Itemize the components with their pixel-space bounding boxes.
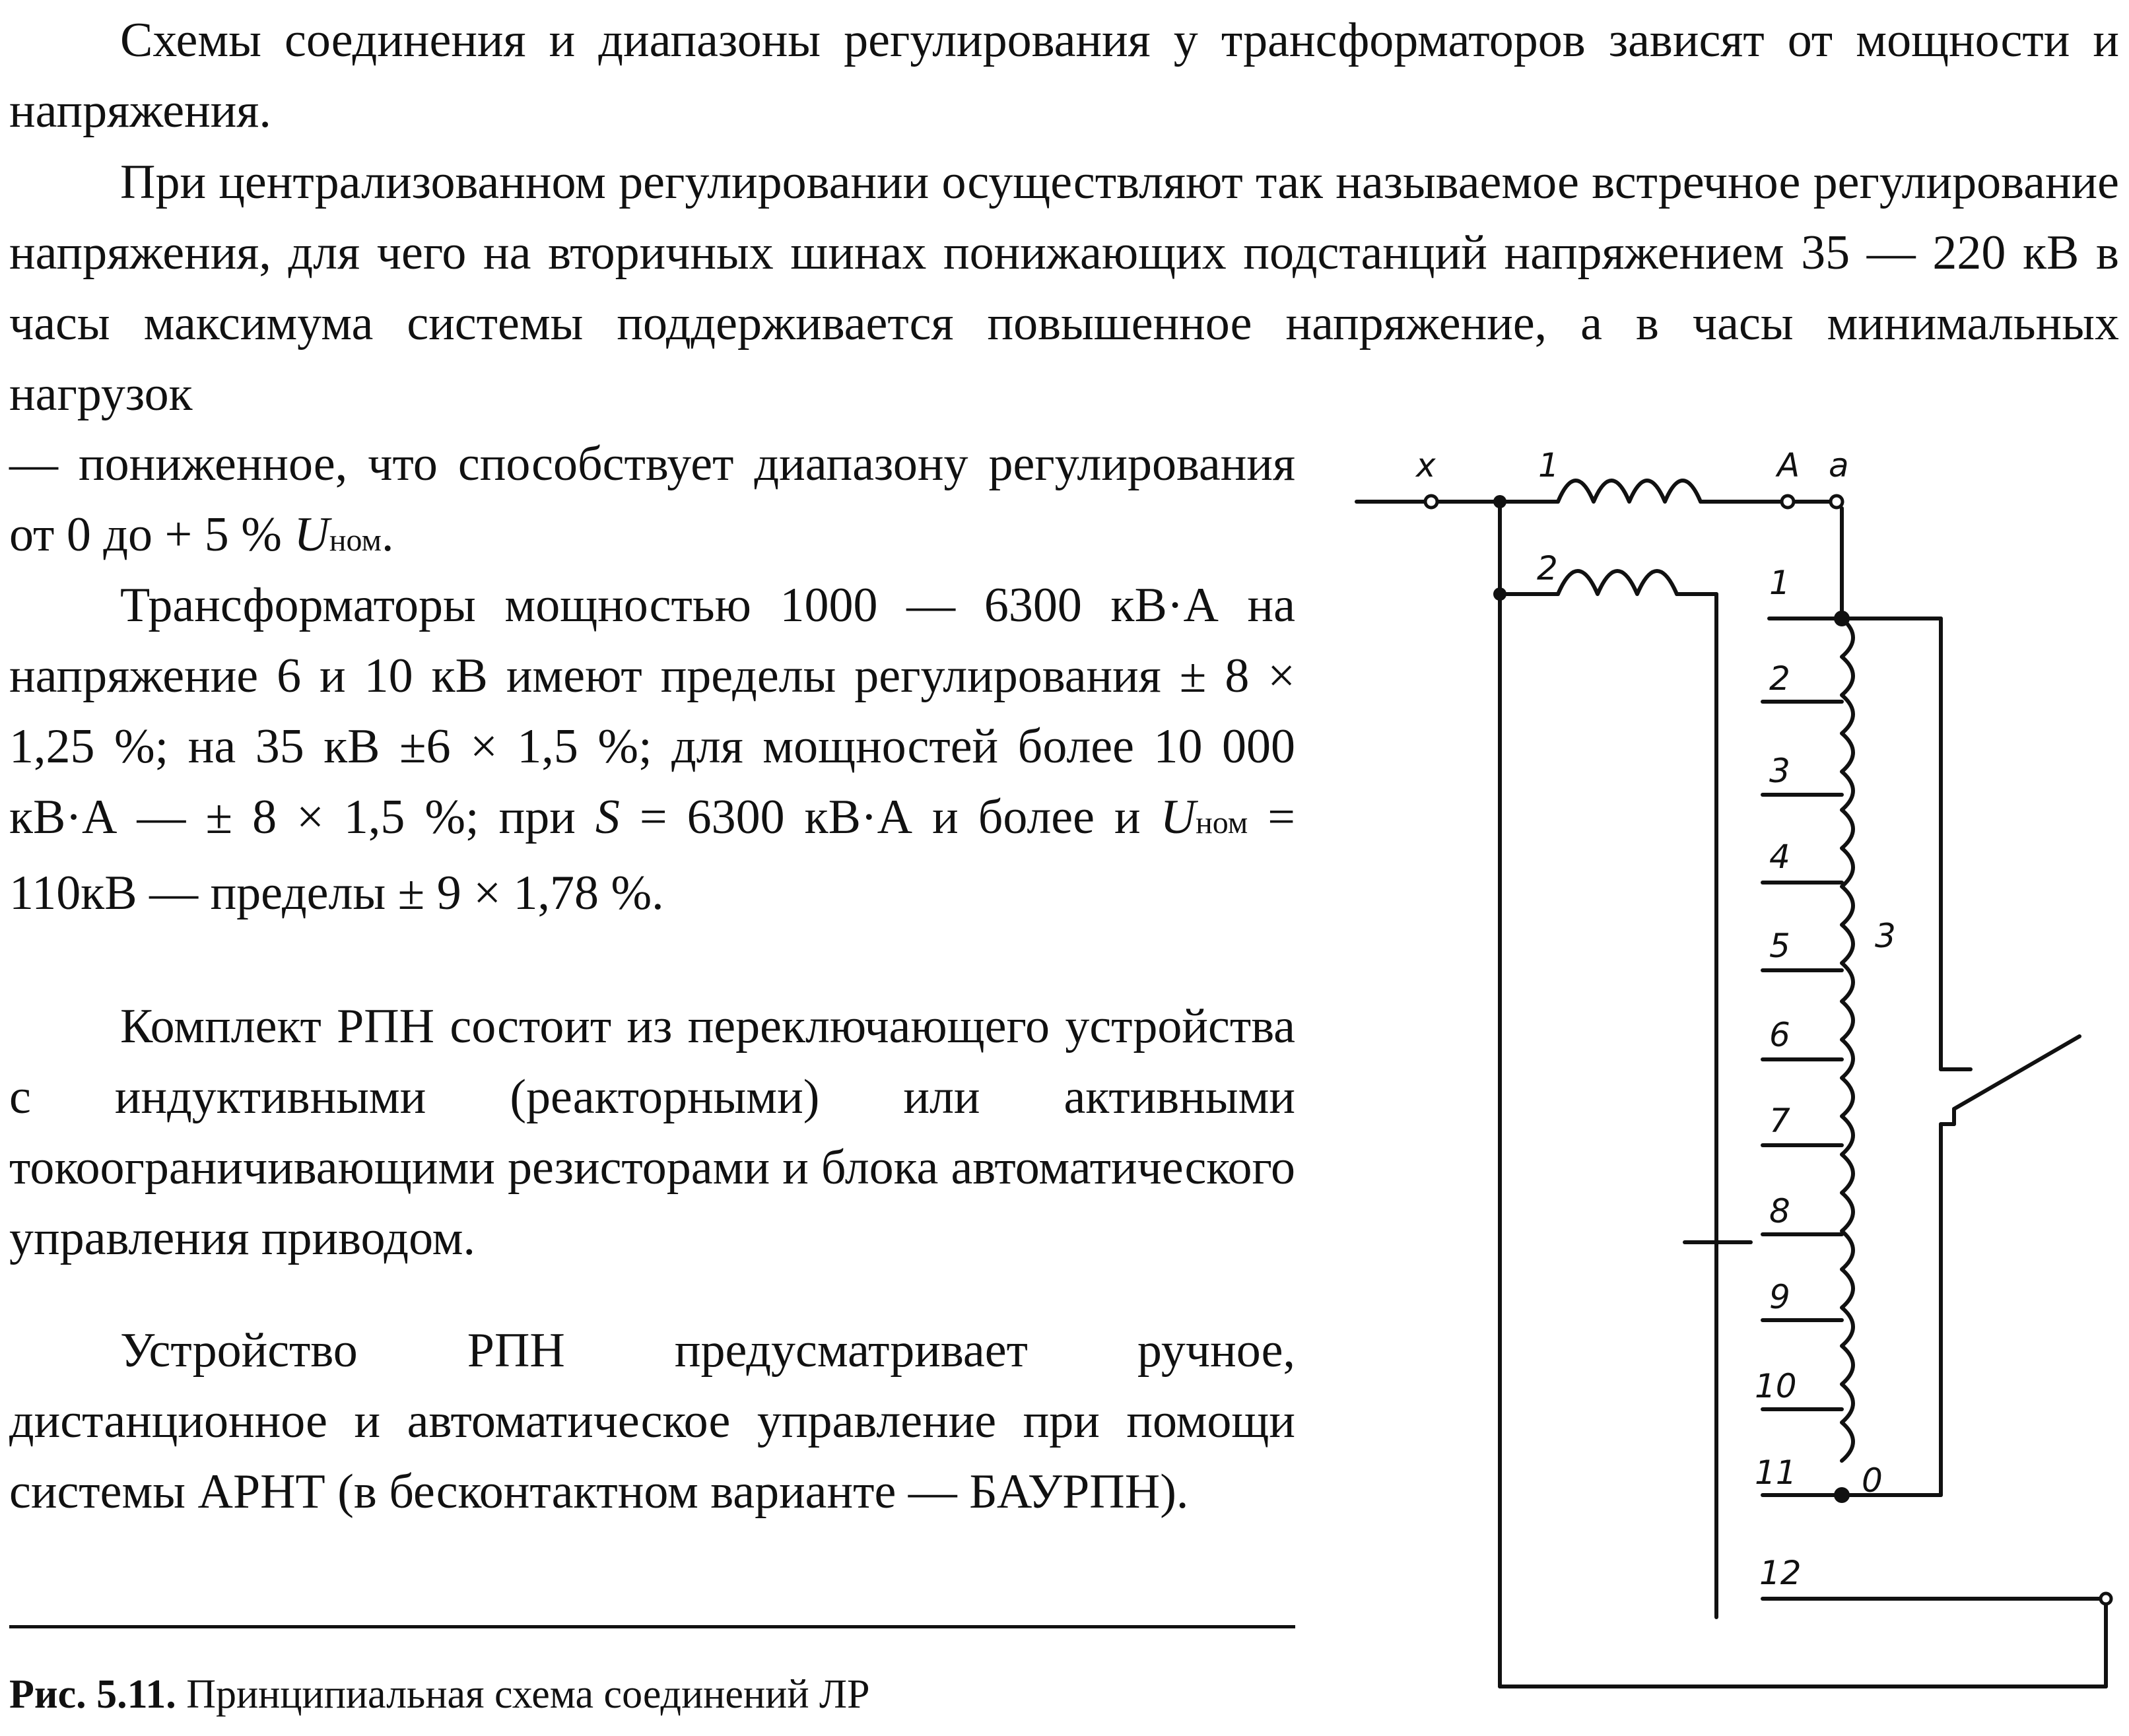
winding-3-coil xyxy=(1842,618,1853,1461)
tap-label-9: 9 xyxy=(1769,1278,1790,1316)
junction-2 xyxy=(1493,587,1506,601)
tap-label-3: 3 xyxy=(1769,752,1790,790)
tap-label-12: 12 xyxy=(1759,1554,1802,1592)
tap-label-7: 7 xyxy=(1769,1102,1790,1140)
tap-label-8: 8 xyxy=(1769,1192,1790,1230)
label-terminal-x: x xyxy=(1416,446,1436,484)
terminal-a xyxy=(1831,496,1842,508)
label-terminal-a: a xyxy=(1829,446,1849,484)
nom-subscript: ном xyxy=(329,523,382,558)
tap-label-2: 2 xyxy=(1769,659,1790,698)
u-symbol: U xyxy=(294,508,329,562)
label-winding-2: 2 xyxy=(1537,549,1558,587)
paragraph-6: Устройство РПН предусматривает ручное, дистанционное и автоматическое управление при помощи системы АРНТ (в бесконтактном варианте — БАУРПН). xyxy=(9,1323,1295,1519)
tap-label-5: 5 xyxy=(1769,927,1790,965)
winding-1-coil xyxy=(1558,481,1701,502)
paragraph-3: — пониженное, что способствует диапазону регулирования от 0 до + 5 % Uном. xyxy=(9,437,1295,562)
tap-label-11: 11 xyxy=(1755,1453,1797,1492)
switch-blade xyxy=(1954,1036,2079,1109)
figure-caption xyxy=(9,1671,870,1718)
paragraph-1: Схемы соединения и диапазоны регулирования у трансформаторов зависят от мощности и напряжения. xyxy=(9,13,2119,138)
junction-tap-1 xyxy=(1834,611,1850,626)
nom-subscript-2: ном xyxy=(1196,805,1248,840)
label-zero: 0 xyxy=(1862,1461,1883,1500)
tap-label-6: 6 xyxy=(1769,1016,1790,1054)
paragraph-2: При централизованном регулировании осуществляют так называемое встречное регулирование напряжения, для чего на вторичных шинах понижающих подстанций напряжением 35 — 220 кВ в часы максимума системы поддерживается повышенное напряжение, а в часы минимальных нагрузок xyxy=(9,155,2119,421)
caption-number: Рис. 5.11. xyxy=(9,1672,176,1717)
caption-text: Принципиальная схема соединений ЛР xyxy=(186,1672,870,1717)
tap-label-10: 10 xyxy=(1755,1367,1797,1405)
u-symbol-2: U xyxy=(1160,790,1196,844)
caption-rule xyxy=(9,1625,1295,1628)
label-winding-3: 3 xyxy=(1875,917,1896,955)
paragraph-4: Трансформаторы мощностью 1000 — 6300 кВ·А на напряжение 6 и 10 кВ имеют пределы регулирования ± 8 × 1,25 %; на 35 кВ ±6 × 1,5 %; для мощностей более 10 000 кВ·А — ± 8 × 1,5 %; при S = 6300 кВ·А и более и Uном = 110кВ — пределы ± 9 × 1,78 %. xyxy=(9,578,1296,920)
terminal-12 xyxy=(2101,1593,2111,1604)
tap-label-1: 1 xyxy=(1769,564,1790,602)
tap-label-4: 4 xyxy=(1769,838,1790,876)
terminal-x xyxy=(1425,496,1437,508)
connection-schematic xyxy=(1347,436,2126,1729)
junction-tap-0 xyxy=(1834,1487,1850,1503)
paragraph-5: Комплект РПН состоит из переключающего устройства с индуктивными (реакторными) или активными токоограничивающими резисторами и блока автоматического управления приводом. xyxy=(9,999,1295,1265)
s-symbol: S xyxy=(595,790,620,844)
terminal-A xyxy=(1782,496,1794,508)
label-winding-1: 1 xyxy=(1538,446,1559,484)
winding-2-coil xyxy=(1558,571,1677,594)
label-terminal-A: A xyxy=(1777,446,1800,484)
junction-1 xyxy=(1493,495,1506,508)
